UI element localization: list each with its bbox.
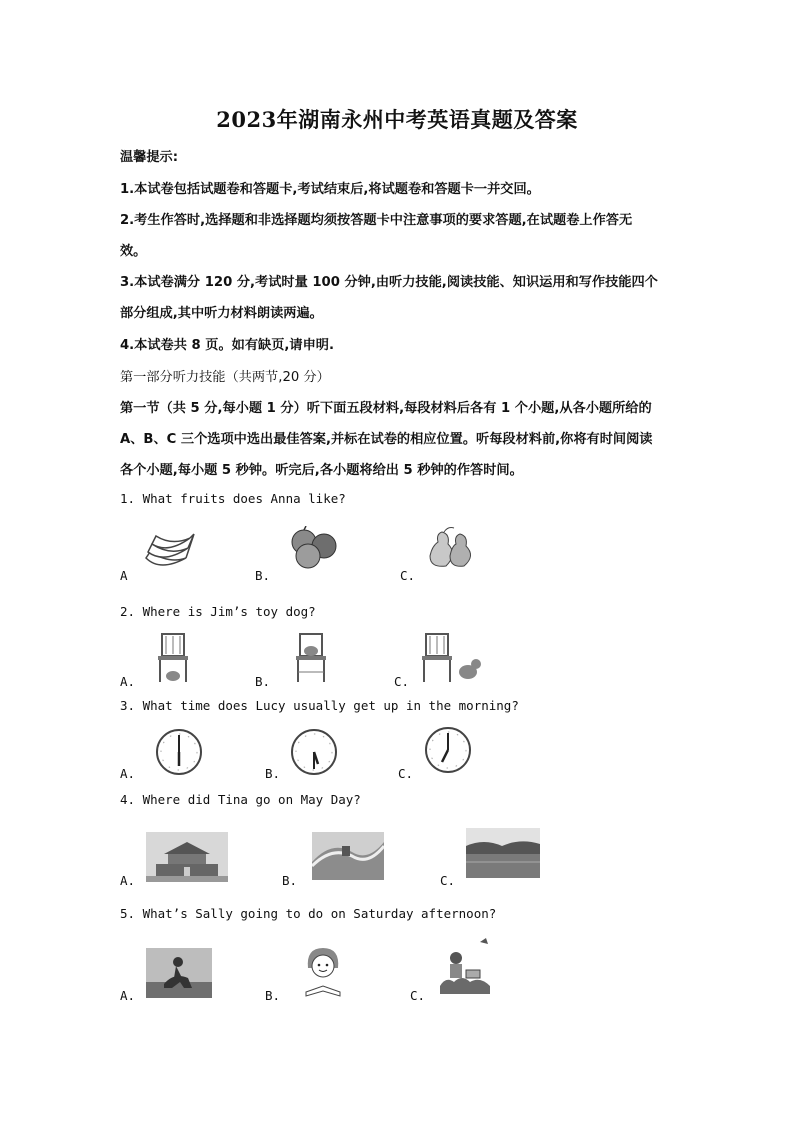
- question-1: 1. What fruits does Anna like?: [120, 491, 346, 506]
- q3-option-c-label: C.: [398, 766, 414, 781]
- instruction-1: 1.本试卷包括试题卷和答题卡,考试结束后,将试题卷和答题卡一并交回。: [120, 182, 540, 197]
- q5-option-b-label: B.: [265, 988, 281, 1003]
- bananas-picture: [140, 528, 196, 574]
- q3-option-a-label: A.: [120, 766, 136, 781]
- section1-line-3: 各个小题,每小题 5 秒钟。听完后,各小题将给出 5 秒钟的作答时间。: [120, 463, 523, 478]
- clock-six-picture: [155, 728, 203, 776]
- dog-under-chair-picture: [154, 632, 194, 684]
- part1-heading: 第一部分听力技能（共两节,20 分）: [120, 370, 330, 385]
- pears-picture: [424, 524, 480, 570]
- q4-option-a-label: A.: [120, 873, 136, 888]
- riding-picture: [146, 948, 212, 998]
- section1-line-1: 第一节（共 5 分,每小题 1 分）听下面五段材料,每段材料后各有 1 个小题,从各小题所给的: [120, 401, 652, 416]
- q5-option-c-label: C.: [410, 988, 426, 1003]
- q1-option-b-label: B.: [255, 568, 271, 583]
- apples-picture: [286, 526, 340, 570]
- q1-option-c-label: C.: [400, 568, 416, 583]
- tips-heading: 温馨提示:: [120, 150, 179, 165]
- q5-option-a-label: A.: [120, 988, 136, 1003]
- q4-option-b-label: B.: [282, 873, 298, 888]
- dog-on-chair-picture: [292, 632, 332, 684]
- page-title: 2023年湖南永州中考英语真题及答案: [216, 107, 578, 132]
- clock-six-thirty-picture: [290, 728, 338, 776]
- dog-beside-chair-picture: [416, 628, 486, 684]
- question-2: 2. Where is Jim’s toy dog?: [120, 604, 316, 619]
- section1-line-2: A、B、C 三个选项中选出最佳答案,并标在试卷的相应位置。听每段材料前,你将有时间阅读: [120, 432, 653, 447]
- picnic-picture: [436, 936, 496, 998]
- q2-option-c-label: C.: [394, 674, 410, 689]
- instruction-2: 2.考生作答时,选择题和非选择题均须按答题卡中注意事项的要求答题,在试题卷上作答无: [120, 213, 633, 228]
- question-5: 5. What’s Sally going to do on Saturday afternoon?: [120, 906, 497, 921]
- instruction-3: 3.本试卷满分 120 分,考试时量 100 分钟,由听力技能,阅读技能、知识运用和写作技能四个: [120, 275, 658, 290]
- instruction-3-cont: 部分组成,其中听力材料朗读两遍。: [120, 306, 323, 321]
- instruction-2-cont: 效。: [120, 244, 147, 259]
- q2-option-b-label: B.: [255, 674, 271, 689]
- q2-option-a-label: A.: [120, 674, 136, 689]
- clock-seven-picture: [424, 726, 472, 774]
- instruction-4: 4.本试卷共 8 页。如有缺页,请申明.: [120, 338, 334, 353]
- west-lake-picture: [466, 828, 540, 878]
- q4-option-c-label: C.: [440, 873, 456, 888]
- girl-reading-picture: [300, 944, 346, 998]
- q1-option-a-label: A: [120, 568, 128, 583]
- q3-option-b-label: B.: [265, 766, 281, 781]
- question-4: 4. Where did Tina go on May Day?: [120, 792, 361, 807]
- tiananmen-picture: [146, 832, 228, 882]
- question-3: 3. What time does Lucy usually get up in the morning?: [120, 698, 519, 713]
- great-wall-picture: [312, 832, 384, 880]
